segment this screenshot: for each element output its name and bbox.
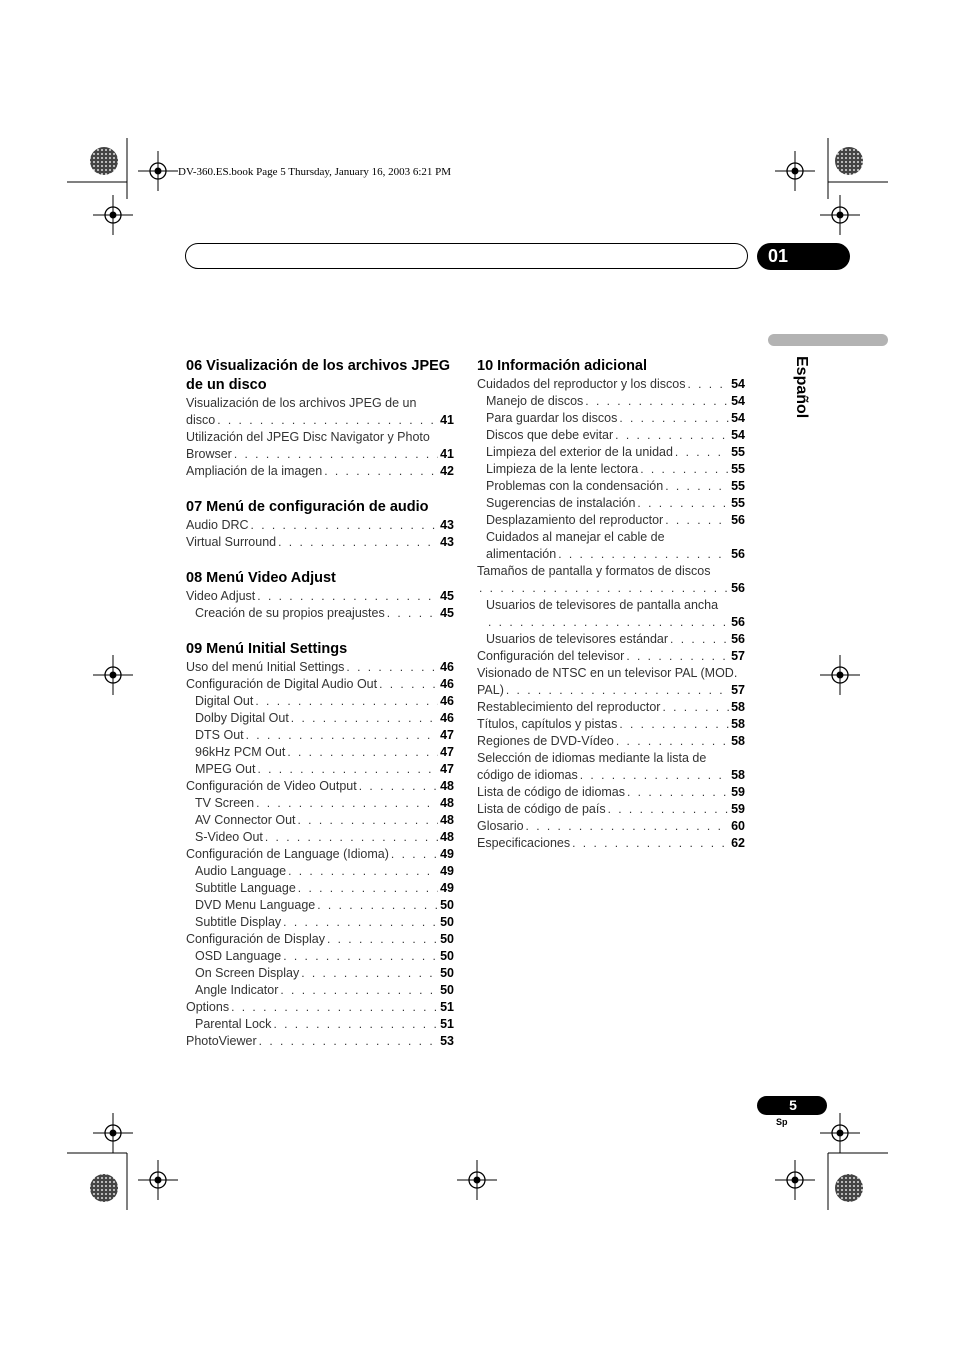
toc-left-column [186,357,454,1050]
toc-entry [477,495,745,512]
toc-entry [477,546,745,563]
toc-leader-dots [288,863,438,880]
toc-entry-page: 49 [440,881,454,895]
section-gap [186,480,454,498]
toc-entry [186,999,454,1016]
toc-entry-text: Creación de su propios preajustes [195,606,385,620]
toc-entry [186,446,454,463]
toc-leader-dots [558,546,729,563]
toc-entry-page: 45 [440,589,454,603]
toc-entry-text: Audio DRC [186,518,249,532]
toc-leader-dots [251,517,439,534]
toc-entry-text: OSD Language [195,949,282,963]
toc-entry-text: Limpieza del exterior de la unidad [486,445,673,459]
toc-entry-text: Subtitle Display [195,915,282,929]
toc-entry [477,614,745,631]
toc-entry [477,478,745,495]
toc-entry-text: AV Connector Out [195,813,296,827]
toc-entry-text: Lista de código de idiomas [477,785,626,799]
toc-entry-page: 47 [440,728,454,742]
toc-leader-dots [665,478,729,495]
toc-entry-text: código de idiomas [477,768,578,782]
toc-entry-page: 54 [731,428,745,442]
toc-entry-page: 55 [731,496,745,510]
toc-entry [477,427,745,444]
toc-entry-text: Glosario [477,819,524,833]
toc-entry-text: Títulos, capítulos y pistas [477,717,618,731]
toc-entry-page: 57 [731,649,745,663]
toc-leader-dots [665,512,729,529]
toc-entry [186,1033,454,1050]
toc-entry [477,648,745,665]
toc-leader-dots [246,727,438,744]
toc-entry-text: MPEG Out [195,762,256,776]
toc-entry-page: 57 [731,683,745,697]
toc-entry-text: Options [186,1000,230,1014]
toc-entry [477,393,745,410]
toc-entry-text: Ampliación de la imagen [186,464,323,478]
toc-entry [477,376,745,393]
toc-leader-dots [572,835,729,852]
toc-entry-page: 58 [731,768,745,782]
toc-entry-page: 56 [731,615,745,629]
toc-leader-dots [580,767,729,784]
page-number: 5 [757,1096,827,1115]
toc-leader-dots [283,914,438,931]
toc-entry [477,801,745,818]
toc-leader-dots [301,965,438,982]
toc-leader-dots [257,761,438,778]
star-target-icon [90,147,118,175]
toc-entry-text: Manejo de discos [486,394,584,408]
toc-entry [186,931,454,948]
toc-leader-dots [280,982,438,999]
toc-leader-dots [687,376,729,393]
toc-leader-dots [283,948,438,965]
toc-entry-text: Parental Lock [195,1017,272,1031]
toc-entry [477,682,745,699]
language-label: Español [793,356,810,419]
toc-leader-dots [265,829,438,846]
toc-entry-text: Audio Language [195,864,287,878]
toc-entry-page: 45 [440,606,454,620]
toc-entry-line: Visionado de NTSC en un televisor PAL (MOD. [477,666,738,680]
toc-entry [186,1016,454,1033]
toc-entry-page: 43 [440,518,454,532]
toc-entry [186,829,454,846]
toc-entry [477,444,745,461]
toc-entry-page: 59 [731,785,745,799]
toc-entry-text: Virtual Surround [186,535,277,549]
toc-entry-line: Utilización del JPEG Disc Navigator y Photo [186,430,430,444]
toc-leader-dots [256,795,438,812]
chapter-number: 01 [757,243,850,270]
toc-entry-page: 56 [731,513,745,527]
toc-leader-dots [359,778,438,795]
toc-entry-text: TV Screen [195,796,255,810]
toc-entry-page: 55 [731,479,745,493]
section-title: 09 Menú Initial Settings [186,641,348,657]
toc-entry-page: 48 [440,813,454,827]
toc-entry-page: 60 [731,819,745,833]
toc-leader-dots [488,614,729,631]
toc-leader-dots [391,846,438,863]
toc-entry-page: 47 [440,745,454,759]
toc-entry-text: PAL) [477,683,504,697]
toc-entry-text: Especificaciones [477,836,571,850]
toc-entry [186,534,454,551]
toc-entry-page: 42 [440,464,454,478]
book-header: DV-360.ES.book Page 5 Thursday, January 16, 2003 6:21 PM [178,166,452,178]
toc-entry [186,588,454,605]
toc-entry-text: Para guardar los discos [486,411,618,425]
toc-entry [186,982,454,999]
toc-entry-text: Discos que debe evitar [486,428,614,442]
toc-entry [186,846,454,863]
toc-leader-dots [217,412,438,429]
toc-entry [477,410,745,427]
toc-leader-dots [273,1016,438,1033]
toc-entry-text: Uso del menú Initial Settings [186,660,345,674]
toc-entry [186,812,454,829]
toc-entry-text: Problemas con la condensación [486,479,664,493]
toc-entry-page: 46 [440,694,454,708]
toc-entry-page: 49 [440,847,454,861]
toc-entry-page: 41 [440,413,454,427]
toc-leader-dots [231,999,438,1016]
toc-leader-dots [479,580,729,597]
toc-entry-page: 58 [731,734,745,748]
toc-entry-page: 46 [440,660,454,674]
toc-entry-line: Cuidados al manejar el cable de [486,530,665,544]
toc-leader-dots [327,931,438,948]
toc-entry [186,676,454,693]
toc-leader-dots [255,693,438,710]
toc-leader-dots [379,676,438,693]
toc-entry [186,693,454,710]
toc-entry-text: Regiones de DVD-Vídeo [477,734,614,748]
toc-entry-text: Usuarios de televisores estándar [486,632,669,646]
toc-entry-text: Angle Indicator [195,983,279,997]
toc-entry-page: 51 [440,1000,454,1014]
toc-entry-text: Configuración de Digital Audio Out [186,677,378,691]
toc-entry-text: DVD Menu Language [195,898,316,912]
toc-leader-dots [619,716,729,733]
toc-entry [477,699,745,716]
toc-entry-page: 46 [440,677,454,691]
toc-entry [477,580,745,597]
toc-entry [477,784,745,801]
section-title: 06 Visualización de los archivos JPEG de un disco [186,358,451,393]
toc-entry-text: DTS Out [195,728,244,742]
toc-entry [477,818,745,835]
toc-entry-text: Limpieza de la lente lectora [486,462,639,476]
toc-leader-dots [626,648,729,665]
toc-entry [477,835,745,852]
toc-entry-page: 55 [731,462,745,476]
toc-entry-page: 48 [440,779,454,793]
toc-entry [186,880,454,897]
toc-entry-text: PhotoViewer [186,1034,257,1048]
toc-leader-dots [387,605,438,622]
toc-leader-dots [278,534,438,551]
toc-leader-dots [619,410,729,427]
toc-entry-text: Configuración de Display [186,932,325,946]
toc-entry [186,914,454,931]
toc-leader-dots [234,446,438,463]
toc-entry-text: Cuidados del reproductor y los discos [477,377,686,391]
toc-entry [186,463,454,480]
toc-leader-dots [287,744,438,761]
toc-entry-page: 47 [440,762,454,776]
toc-entry [186,412,454,429]
toc-leader-dots [298,812,439,829]
toc-entry-line: Visualización de los archivos JPEG de un [186,396,417,410]
toc-leader-dots [585,393,729,410]
toc-entry-text: Browser [186,447,232,461]
toc-entry-text: Video Adjust [186,589,256,603]
toc-entry [477,733,745,750]
toc-leader-dots [608,801,730,818]
toc-leader-dots [324,463,438,480]
toc-entry [186,948,454,965]
toc-entry [477,767,745,784]
toc-entry-text: Configuración de Video Output [186,779,357,793]
toc-entry-page: 43 [440,535,454,549]
toc-entry-page: 56 [731,632,745,646]
toc-leader-dots [670,631,729,648]
toc-entry [186,965,454,982]
toc-entry [186,795,454,812]
toc-entry [477,631,745,648]
toc-entry-text: disco [186,413,216,427]
language-tab [768,334,888,346]
section-title: 08 Menú Video Adjust [186,570,336,586]
toc-entry-page: 48 [440,830,454,844]
toc-leader-dots [615,427,729,444]
toc-entry-text: Sugerencias de instalación [486,496,636,510]
toc-leader-dots [640,461,729,478]
toc-entry-page: 49 [440,864,454,878]
toc-entry-text: Dolby Digital Out [195,711,289,725]
toc-leader-dots [627,784,729,801]
toc-entry-page: 48 [440,796,454,810]
toc-entry-page: 58 [731,717,745,731]
toc-entry-page: 58 [731,700,745,714]
toc-entry-text: 96kHz PCM Out [195,745,286,759]
toc-entry [186,605,454,622]
toc-entry [186,744,454,761]
toc-leader-dots [257,588,438,605]
toc-entry-page: 55 [731,445,745,459]
toc-entry-page: 50 [440,949,454,963]
toc-entry [477,461,745,478]
toc-entry-page: 50 [440,898,454,912]
toc-entry-page: 41 [440,447,454,461]
toc-entry-page: 59 [731,802,745,816]
toc-entry [186,659,454,676]
toc-entry-text: On Screen Display [195,966,300,980]
toc-entry-line: Selección de idiomas mediante la lista de [477,751,707,765]
toc-entry-page: 54 [731,394,745,408]
toc-entry-page: 50 [440,983,454,997]
toc-entry-page: 62 [731,836,745,850]
toc-leader-dots [298,880,438,897]
toc-entry-page: 53 [440,1034,454,1048]
toc-entry [186,863,454,880]
toc-entry [186,897,454,914]
section-title: 07 Menú de configuración de audio [186,499,429,515]
toc-entry [186,727,454,744]
toc-entry-text: Configuración de Language (Idioma) [186,847,389,861]
section-title: 10 Información adicional [477,358,648,374]
toc-entry-line: Tamaños de pantalla y formatos de discos [477,564,711,578]
chapter-bar [185,243,748,269]
toc-entry-page: 54 [731,411,745,425]
toc-entry-page: 46 [440,711,454,725]
toc-entry-page: 56 [731,581,745,595]
toc-entry-text: S-Video Out [195,830,263,844]
toc-entry-text: Lista de código de país [477,802,606,816]
toc-entry [186,778,454,795]
toc-entry-page: 50 [440,932,454,946]
toc-entry [186,761,454,778]
toc-entry-line: Usuarios de televisores de pantalla ancha [486,598,719,612]
toc-entry-page: 56 [731,547,745,561]
toc-leader-dots [291,710,438,727]
toc-entry-text: alimentación [486,547,557,561]
toc-entry-page: 50 [440,915,454,929]
toc-leader-dots [346,659,438,676]
toc-entry [477,512,745,529]
toc-leader-dots [526,818,730,835]
toc-entry [477,716,745,733]
page-number-sub: Sp [776,1117,788,1127]
toc-leader-dots [675,444,729,461]
toc-entry-text: Configuración del televisor [477,649,625,663]
toc-leader-dots [259,1033,438,1050]
toc-entry-text: Digital Out [195,694,254,708]
section-gap [186,622,454,640]
toc-leader-dots [317,897,438,914]
toc-leader-dots [637,495,729,512]
toc-right-column [477,357,745,852]
toc-leader-dots [616,733,729,750]
toc-entry [186,517,454,534]
toc-entry-page: 50 [440,966,454,980]
toc-leader-dots [506,682,729,699]
toc-entry-text: Restablecimiento del reproductor [477,700,661,714]
toc-entry-text: Desplazamiento del reproductor [486,513,664,527]
toc-entry-page: 51 [440,1017,454,1031]
toc-leader-dots [662,699,729,716]
toc-entry [186,710,454,727]
toc-entry-text: Subtitle Language [195,881,296,895]
toc-entry-page: 54 [731,377,745,391]
section-gap [186,551,454,569]
